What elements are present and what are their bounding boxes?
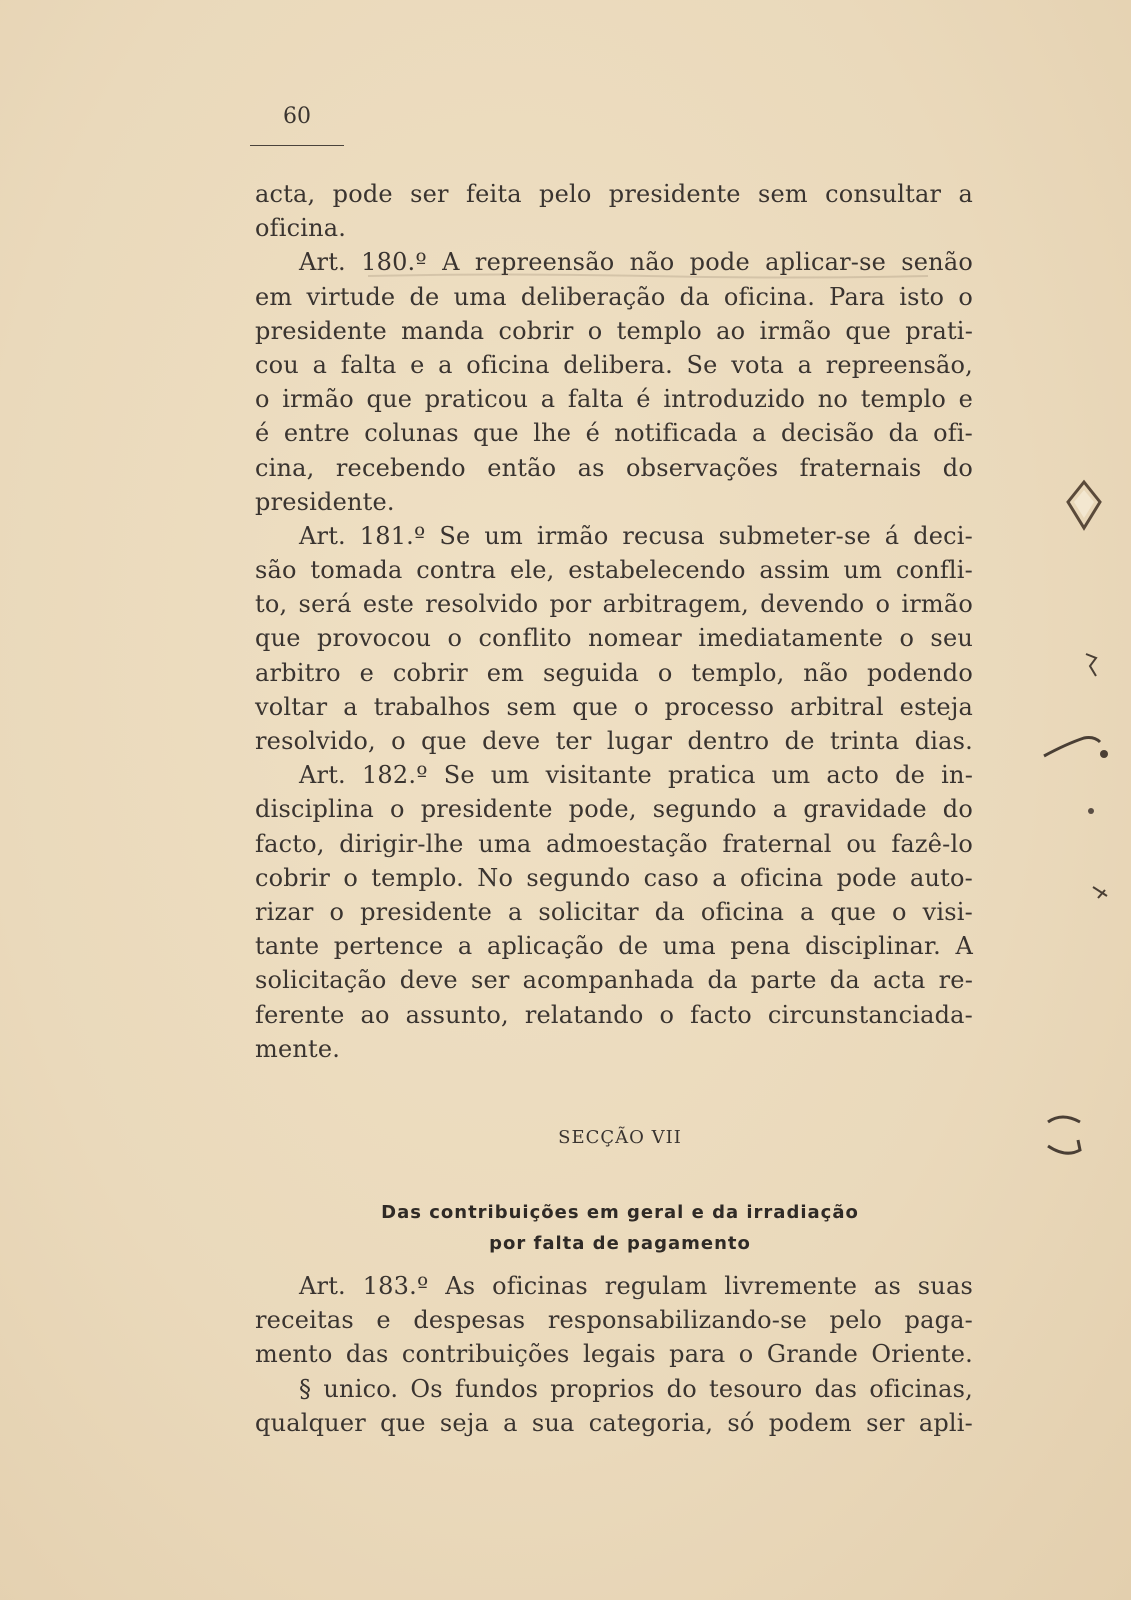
paper-stain-mark [1040,728,1110,764]
text-line: rizar o presidente a solicitar da oficina a que o visi- [255,897,973,926]
text-line: mento das contribuições legais para o Grande Oriente. [255,1340,973,1369]
body-text-block-1 [255,177,973,1066]
page-number: 60 [283,104,311,129]
text-line: é entre colunas que lhe é notificada a decisão da ofi- [255,419,973,448]
paper-stain-mark [1082,650,1102,680]
text-line: cobrir o templo. No segundo caso a oficina pode auto- [255,863,973,892]
article-182-start: Art. 182.º Se um visitante pratica um acto de in- [299,761,973,790]
article-183-start: Art. 183.º As oficinas regulam livremente as suas [299,1272,973,1300]
text-line: oficina. [255,214,347,243]
section-heading-line-1: Das contribuições em geral e da irradiação [381,1202,859,1223]
text-line: voltar a trabalhos sem que o processo arbitral esteja [255,692,973,721]
text-line: que provocou o conflito nomear imediatamente o seu [255,624,973,653]
body-text-block-2 [255,1269,973,1440]
text-line: ferente ao assunto, relatando o facto circunstanciada- [255,1000,973,1029]
text-line: mente. [255,1034,341,1063]
section-label: SECÇÃO VII [558,1127,682,1148]
text-line: presidente. [255,487,395,516]
text-line: são tomada contra ele, estabelecendo assim um confli- [255,556,973,585]
text-line: qualquer que seja a sua categoria, só podem ser apli- [255,1408,973,1437]
paper-stain-mark [1090,884,1110,904]
paper-stain-mark [368,272,928,280]
header-rule [250,145,344,146]
article-181-start: Art. 181.º Se um irmão recusa submeter-se á deci- [299,521,973,550]
text-line: resolvido, o que deve ter lugar dentro de trinta dias. [255,727,973,755]
paper-stain-mark [1040,1110,1090,1166]
text-line: em virtude de uma deliberação da oficina. Para isto o [255,282,973,311]
article-180-start: Art. 180.º A repreensão não pode aplicar-se senão [299,248,973,277]
text-line: o irmão que praticou a falta é introduzido no templo e [255,385,973,414]
text-line: arbitro e cobrir em seguida o templo, não podendo [255,658,973,687]
text-line: disciplina o presidente pode, segundo a gravidade do [255,795,973,824]
text-line: tante pertence a aplicação de uma pena disciplinar. A [255,932,973,961]
section-heading-line-2: por falta de pagamento [489,1233,751,1254]
text-line: solicitação deve ser acompanhada da parte da acta re- [255,966,973,995]
text-line: presidente manda cobrir o templo ao irmão que prati- [255,316,973,345]
paper-stain-mark [1062,478,1106,534]
paragraph-unico-start: § unico. Os fundos proprios do tesouro das oficinas, [299,1374,973,1403]
text-line: facto, dirigir-lhe uma admoestação fraternal ou fazê-lo [255,829,973,858]
paper-stain-mark [1086,806,1096,816]
text-line: cina, recebendo então as observações fraternais do [255,453,973,482]
text-line: acta, pode ser feita pelo presidente sem consultar a [255,180,973,208]
text-line: cou a falta e a oficina delibera. Se vota a repreensão, [255,350,973,379]
text-line: receitas e despesas responsabilizando-se pelo paga- [255,1306,973,1335]
text-line: to, será este resolvido por arbitragem, devendo o irmão [255,590,973,619]
